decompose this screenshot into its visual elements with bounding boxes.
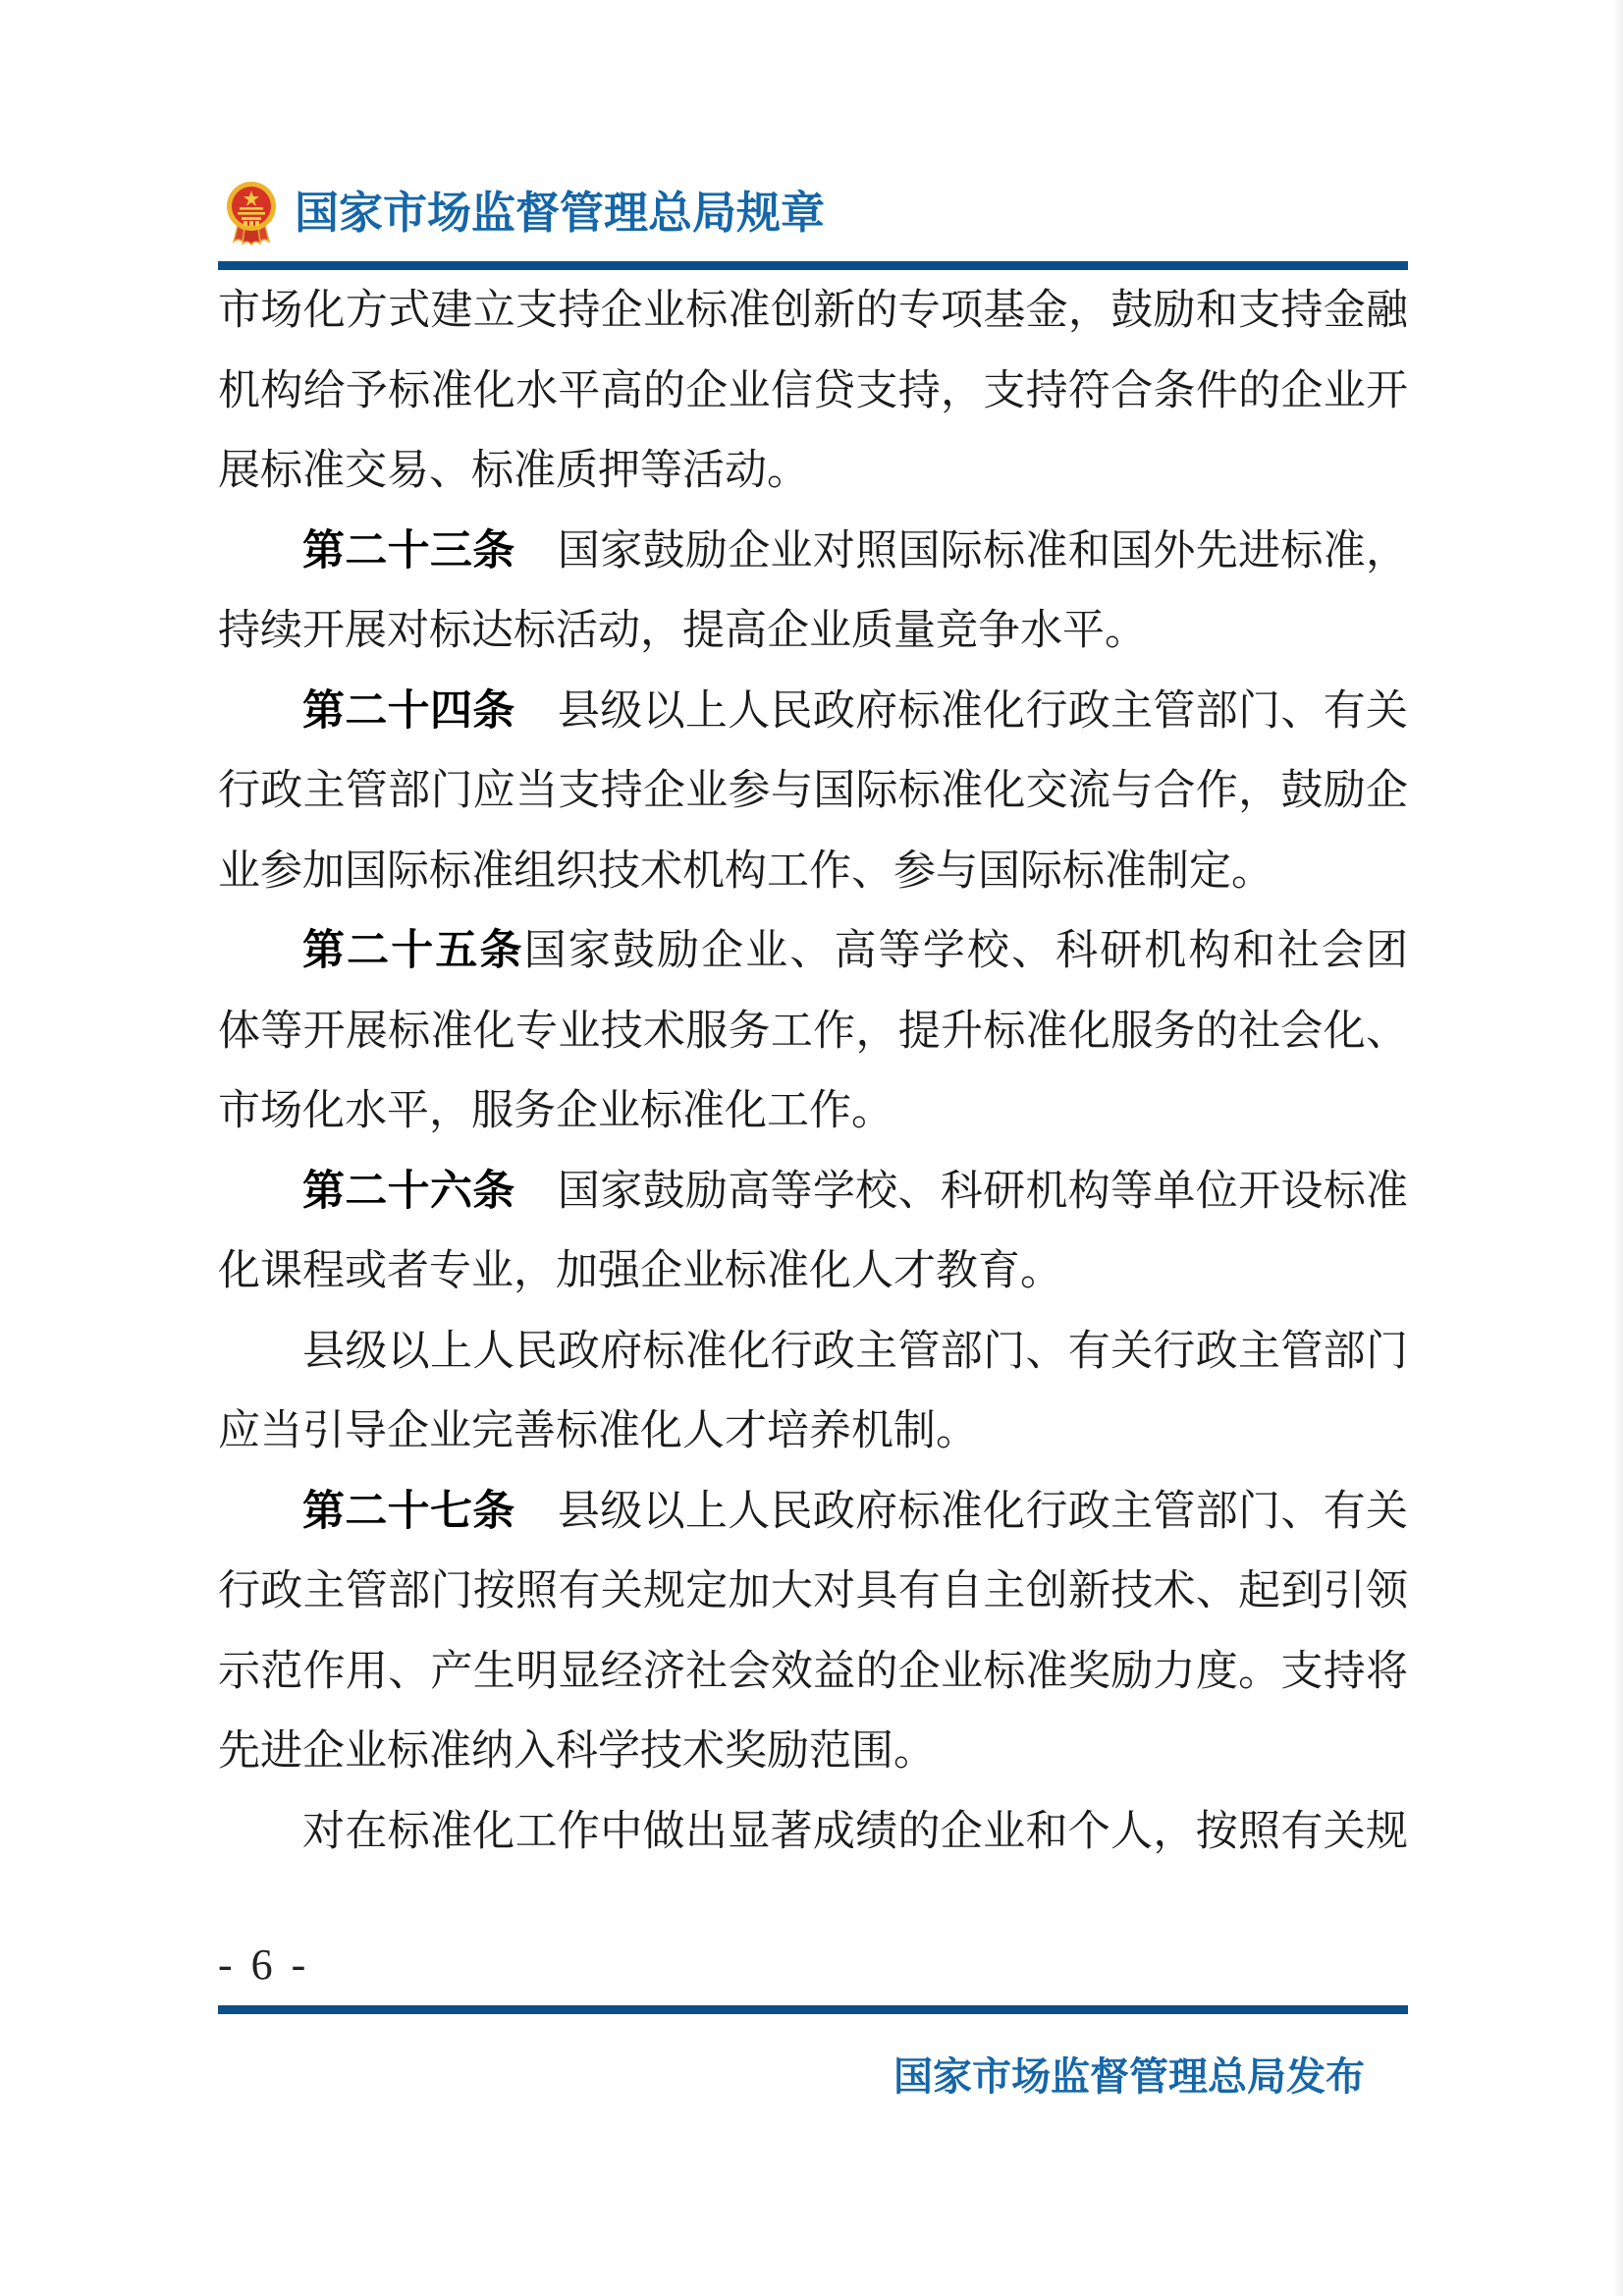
text-line: 第二十四条 县级以上人民政府标准化行政主管部门、有关 xyxy=(302,686,1409,735)
article-number: 第二十三条 xyxy=(302,526,515,574)
body-text xyxy=(218,271,1408,1872)
header-rule xyxy=(218,261,1408,270)
text-line: 示范作用、产生明显经济社会效益的企业标准奖励力度。支持将 xyxy=(218,1648,1408,1695)
text-line: 市场化方式建立支持企业标准创新的专项基金，鼓励和支持金融 xyxy=(218,288,1408,334)
text-line: 持续开展对标达标活动，提高企业质量竞争水平。 xyxy=(218,608,1147,654)
scan-edge-shading xyxy=(1613,0,1623,2296)
text-line: 第二十七条 县级以上人民政府标准化行政主管部门、有关 xyxy=(302,1487,1409,1535)
page-title: 国家市场监督管理总局规章 xyxy=(295,188,826,238)
article-number: 第二十五条 xyxy=(302,927,524,974)
text-line: 市场化水平，服务企业标准化工作。 xyxy=(218,1088,893,1134)
text-line: 化课程或者专业，加强企业标准化人才教育。 xyxy=(218,1248,1062,1294)
footer-rule xyxy=(218,2005,1408,2014)
text-line: 业参加国际标准组织技术机构工作、参与国际标准制定。 xyxy=(218,847,1273,895)
text-line: 对在标准化工作中做出显著成绩的企业和个人，按照有关规 xyxy=(302,1808,1408,1855)
page-number: - 6 - xyxy=(218,1941,310,1989)
text-line: 第二十三条 国家鼓励企业对照国际标准和国外先进标准， xyxy=(302,526,1409,574)
text-line: 先进企业标准纳入科学技术奖励范围。 xyxy=(218,1728,936,1775)
text-line: 机构给予标准化水平高的企业信贷支持，支持符合条件的企业开 xyxy=(218,367,1408,414)
article-number: 第二十四条 xyxy=(302,686,515,735)
text-line: 第二十五条国家鼓励企业、高等学校、科研机构和社会团 xyxy=(302,927,1408,974)
text-line: 行政主管部门按照有关规定加大对具有自主创新技术、起到引领 xyxy=(218,1568,1408,1614)
text-line: 行政主管部门应当支持企业参与国际标准化交流与合作，鼓励企 xyxy=(218,768,1408,814)
china-national-emblem-icon xyxy=(225,181,278,247)
text-line: 展标准交易、标准质押等活动。 xyxy=(218,448,809,494)
text-line: 第二十六条 国家鼓励高等学校、科研机构等单位开设标准 xyxy=(302,1167,1409,1215)
publisher-label: 国家市场监督管理总局发布 xyxy=(893,2055,1365,2099)
article-number: 第二十七条 xyxy=(302,1487,515,1535)
text-line: 县级以上人民政府标准化行政主管部门、有关行政主管部门 xyxy=(302,1328,1408,1375)
text-line: 应当引导企业完善标准化人才培养机制。 xyxy=(218,1408,978,1454)
article-number: 第二十六条 xyxy=(302,1167,515,1215)
text-line: 体等开展标准化专业技术服务工作，提升标准化服务的社会化、 xyxy=(218,1008,1408,1055)
